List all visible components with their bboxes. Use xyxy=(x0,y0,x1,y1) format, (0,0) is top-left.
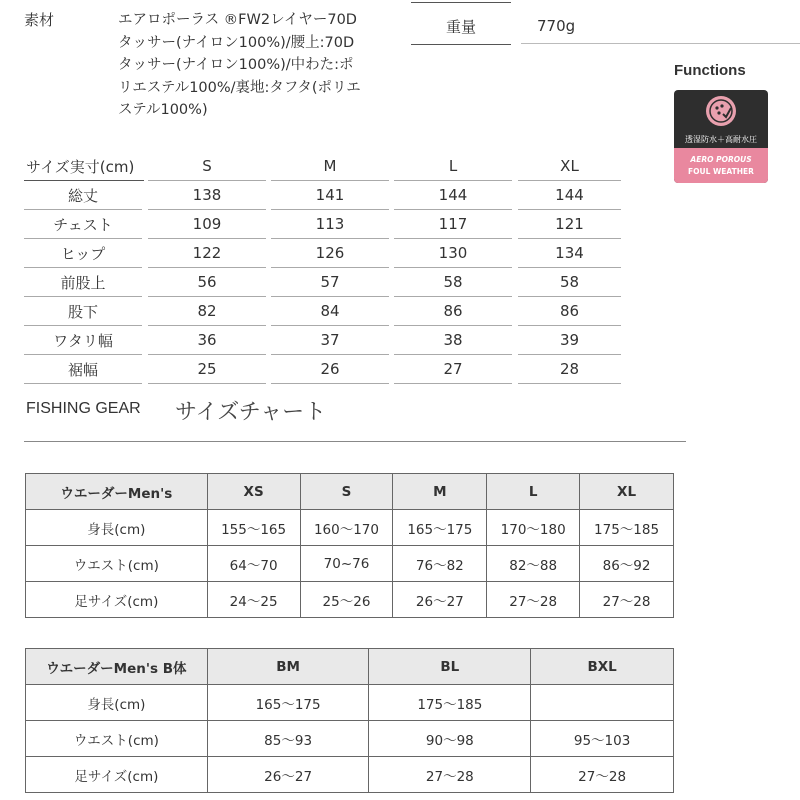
size-cell: 113 xyxy=(271,210,389,239)
fishing-gear-heading: FISHING GEAR xyxy=(26,400,141,417)
table-header-row xyxy=(26,474,674,510)
breathable-waterproof-icon xyxy=(706,96,736,126)
badge-en-line2: FOUL WEATHER xyxy=(688,167,754,176)
table-header-cell: BL xyxy=(369,649,531,685)
aero-porous-badge xyxy=(674,90,768,183)
size-row-label: チェスト xyxy=(24,210,142,239)
table-header-cell: S xyxy=(300,474,393,510)
table-cell: 155～165 xyxy=(207,510,300,546)
weight-label: 重量 xyxy=(411,8,511,45)
size-cell: 58 xyxy=(518,268,621,297)
table-header-cell: ウエーダーMen's xyxy=(26,474,208,510)
size-row-label: ワタリ幅 xyxy=(24,326,142,355)
size-table-header-s: S xyxy=(148,152,266,181)
size-cell: 126 xyxy=(271,239,389,268)
size-cell: 36 xyxy=(148,326,266,355)
table-cell: 24～25 xyxy=(207,582,300,618)
size-cell: 56 xyxy=(148,268,266,297)
size-cell: 130 xyxy=(394,239,512,268)
table-cell: 76～82 xyxy=(393,546,487,582)
table-row xyxy=(26,685,674,721)
table-cell: 26～27 xyxy=(207,757,369,793)
table-cell: 90～98 xyxy=(369,721,531,757)
size-cell: 138 xyxy=(148,181,266,210)
size-cell: 57 xyxy=(271,268,389,297)
table-cell: 85～93 xyxy=(207,721,369,757)
size-table-header-label: サイズ実寸(cm) xyxy=(24,152,144,181)
badge-en-line1: AERO POROUS xyxy=(690,155,752,164)
table-cell: 27～28 xyxy=(531,757,674,793)
size-row-label: 前股上 xyxy=(24,268,142,297)
table-cell: 86～92 xyxy=(580,546,674,582)
heading-divider xyxy=(24,441,686,442)
size-cell: 25 xyxy=(148,355,266,384)
table-header-cell: L xyxy=(487,474,580,510)
size-cell: 82 xyxy=(148,297,266,326)
size-cell: 134 xyxy=(518,239,621,268)
table-header-cell: BXL xyxy=(531,649,674,685)
table-cell: 165～175 xyxy=(393,510,487,546)
table-row-label: ウエスト(cm) xyxy=(26,546,208,582)
table-cell: 27～28 xyxy=(487,582,580,618)
size-cell: 37 xyxy=(271,326,389,355)
badge-jp-text: 透湿防水＋高耐水圧 xyxy=(685,135,757,144)
table-row xyxy=(26,510,674,546)
size-cell: 39 xyxy=(518,326,621,355)
table-cell: 70~76 xyxy=(300,546,393,582)
size-row-label: 裾幅 xyxy=(24,355,142,384)
wader-mens-b-table xyxy=(25,648,674,793)
size-cell: 38 xyxy=(394,326,512,355)
table-row xyxy=(26,582,674,618)
size-cell: 117 xyxy=(394,210,512,239)
size-cell: 28 xyxy=(518,355,621,384)
table-header-cell: XS xyxy=(207,474,300,510)
table-row xyxy=(26,546,674,582)
size-cell: 27 xyxy=(394,355,512,384)
table-cell: 27～28 xyxy=(580,582,674,618)
size-cell: 26 xyxy=(271,355,389,384)
size-cell: 122 xyxy=(148,239,266,268)
table-cell: 165～175 xyxy=(207,685,369,721)
size-table-header-xl: XL xyxy=(518,152,621,181)
size-cell: 84 xyxy=(271,297,389,326)
table-header-cell: XL xyxy=(580,474,674,510)
table-cell xyxy=(531,685,674,721)
table-cell: 82～88 xyxy=(487,546,580,582)
weight-value: 770g xyxy=(521,8,800,44)
functions-title: Functions xyxy=(674,62,746,79)
weight-divider xyxy=(411,2,511,3)
material-line: ステル100%) xyxy=(118,102,208,118)
table-row-label: ウエスト(cm) xyxy=(26,721,208,757)
badge-top xyxy=(674,90,768,132)
table-cell: 160～170 xyxy=(300,510,393,546)
badge-bottom xyxy=(674,148,768,183)
size-cell: 121 xyxy=(518,210,621,239)
material-line: タッサー(ナイロン100%)/腰上:70D xyxy=(118,34,355,51)
material-line: リエステル100%/裏地:タフタ(ポリエ xyxy=(118,79,361,96)
table-header-cell: ウエーダーMen's B体 xyxy=(26,649,208,685)
table-row-label: 足サイズ(cm) xyxy=(26,757,208,793)
size-cell: 86 xyxy=(518,297,621,326)
size-row-label: ヒップ xyxy=(24,239,142,268)
size-cell: 144 xyxy=(518,181,621,210)
material-label: 素材 xyxy=(24,11,55,29)
material-line: タッサー(ナイロン100%)/中わた:ポ xyxy=(118,57,354,73)
size-table-header-m: M xyxy=(271,152,389,181)
table-cell: 27～28 xyxy=(369,757,531,793)
table-header-cell: BM xyxy=(207,649,369,685)
table-cell: 95～103 xyxy=(531,721,674,757)
table-row xyxy=(26,721,674,757)
table-cell: 175～185 xyxy=(369,685,531,721)
size-cell: 141 xyxy=(271,181,389,210)
table-cell: 175～185 xyxy=(580,510,674,546)
table-row xyxy=(26,757,674,793)
table-cell: 25～26 xyxy=(300,582,393,618)
material-description xyxy=(118,9,393,122)
size-row-label: 総丈 xyxy=(24,181,142,210)
size-cell: 58 xyxy=(394,268,512,297)
size-table-header-l: L xyxy=(394,152,512,181)
table-header-cell: M xyxy=(393,474,487,510)
table-row-label: 足サイズ(cm) xyxy=(26,582,208,618)
size-cell: 109 xyxy=(148,210,266,239)
table-row-label: 身長(cm) xyxy=(26,510,208,546)
wader-mens-table xyxy=(25,473,674,618)
table-cell: 170～180 xyxy=(487,510,580,546)
material-line: エアロポーラス ®FW2レイヤー70D xyxy=(118,12,357,28)
table-row-label: 身長(cm) xyxy=(26,685,208,721)
size-cell: 144 xyxy=(394,181,512,210)
table-cell: 26～27 xyxy=(393,582,487,618)
table-cell: 64～70 xyxy=(207,546,300,582)
size-chart-heading: サイズチャート xyxy=(175,400,327,425)
size-cell: 86 xyxy=(394,297,512,326)
size-row-label: 股下 xyxy=(24,297,142,326)
table-header-row xyxy=(26,649,674,685)
